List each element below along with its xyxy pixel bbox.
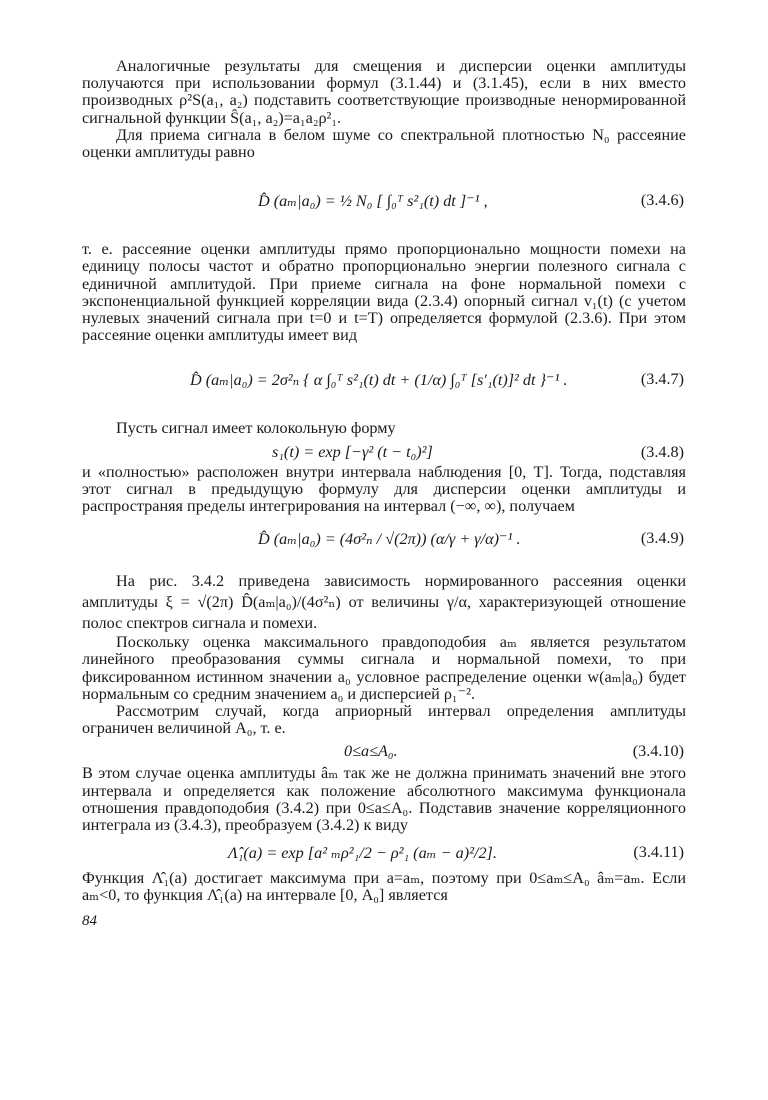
page-number: 84	[82, 912, 97, 929]
equation-number: (3.4.6)	[640, 191, 684, 210]
paragraph: Функция Λ̂₁(a) достигает максимума при a=aₘ, поэтому при 0≤aₘ≤A₀ âₘ=aₘ. Если aₘ<0, то функция Λ̂₁(a) на интервале [0, A₀] является	[82, 869, 686, 905]
paragraph: В этом случае оценка амплитуды âₘ так же не должна принимать значений вне этого интервала и определяется как положение абсолютного максимума функционала отношения правдоподобия (3.4.2) при 0≤a≤A₀. Подставив значение корреляционного интеграла из (3.4.3), преобразуем (3.4.2) к виду	[82, 764, 686, 835]
paragraph: На рис. 3.4.2 приведена зависимость нормированного рассеяния оценки амплитуды ξ = √(2π) D̂(aₘ|a₀)/(4σ²ₙ) от величины γ/α, характеризующей отношение полос спектров сигнала и помехи.	[82, 572, 686, 633]
paragraph: т. е. рассеяние оценки амплитуды прямо пропорционально мощности помехи на единицу полосы частот и обратно пропорционально энергии полезного сигнала с единичной амплитудой. При приеме сигнала на фоне нормальной помехи с экспоненциальной функцией корреляции вида (2.3.4) опорный сигнал v₁(t) (с учетом нулевых значений сигнала при t=0 и t=T) определяется формулой (2.3.6). При этом рассеяние оценки амплитуды имеет вид	[82, 240, 686, 345]
paragraph: Пусть сигнал имеет колокольную форму	[116, 419, 396, 438]
page-body	[82, 58, 686, 930]
equation-formula: s₁(t) = exp [−γ² (t − t₀)²]	[272, 442, 433, 461]
equation-number: (3.4.11)	[633, 843, 684, 862]
equation-number: (3.4.7)	[640, 370, 684, 389]
equation-3-4-7	[82, 344, 686, 420]
equation-formula: D̂ (aₘ|a₀) = (4σ²ₙ / √(2π)) (α/γ + γ/α)⁻¹ .	[258, 530, 521, 549]
equation-number: (3.4.10)	[632, 742, 684, 761]
equation-formula: Λ̂₁(a) = exp [a² ₘρ²₁/2 − ρ²₁ (aₘ − a)²/2].	[228, 844, 497, 863]
equation-3-4-6	[82, 161, 686, 241]
equation-3-4-11	[82, 834, 686, 870]
paragraph: Аналогичные результаты для смещения и дисперсии оценки амплитуды получаются при использовании формул (3.1.44) и (3.1.45), если в них вместо производных ρ²S(a₁, a₂) подставить соответствующие производные ненормированной сигнальной функции Ŝ(a₁, a₂)=a₁a₂ρ²₁.	[82, 57, 686, 127]
paragraph: Рассмотрим случай, когда априорный интервал определения амплитуды ограничен величиной A₀, т. е.	[82, 702, 686, 738]
equation-3-4-8	[82, 438, 686, 464]
paragraph: и «полностью» расположен внутри интервала наблюдения [0, T]. Тогда, подставляя этот сигнал в предыдущую формулу для дисперсии оценки амплитуды и распространяя пределы интегрирования на интервал (−∞, ∞), получаем	[82, 462, 686, 516]
equation-3-4-10	[82, 737, 686, 765]
equation-number: (3.4.8)	[640, 442, 684, 461]
equation-formula: D̂ (aₘ|a₀) = ½ N₀ [ ∫₀ᵀ s²₁(t) dt ]⁻¹ ,	[258, 192, 488, 211]
equation-3-4-9	[82, 515, 686, 565]
paragraph: Для приема сигнала в белом шуме со спектральной плотностью N₀ рассеяние оценки амплитуды равно	[82, 125, 686, 162]
equation-formula: D̂ (aₘ|a₀) = 2σ²ₙ { α ∫₀ᵀ s²₁(t) dt + (1/α) ∫₀ᵀ [s′₁(t)]² dt }⁻¹ .	[190, 371, 568, 390]
paragraph: Поскольку оценка максимального правдоподобия aₘ является результатом линейного преобразования суммы сигнала и нормальной помехи, то при фиксированном истинном значении a₀ условное распределение оценки w(aₘ|a₀) будет нормальным со средним значением a₀ и дисперсией ρ₁⁻².	[82, 633, 686, 703]
equation-formula: 0≤a≤A₀.	[344, 742, 398, 761]
equation-number: (3.4.9)	[640, 529, 684, 548]
